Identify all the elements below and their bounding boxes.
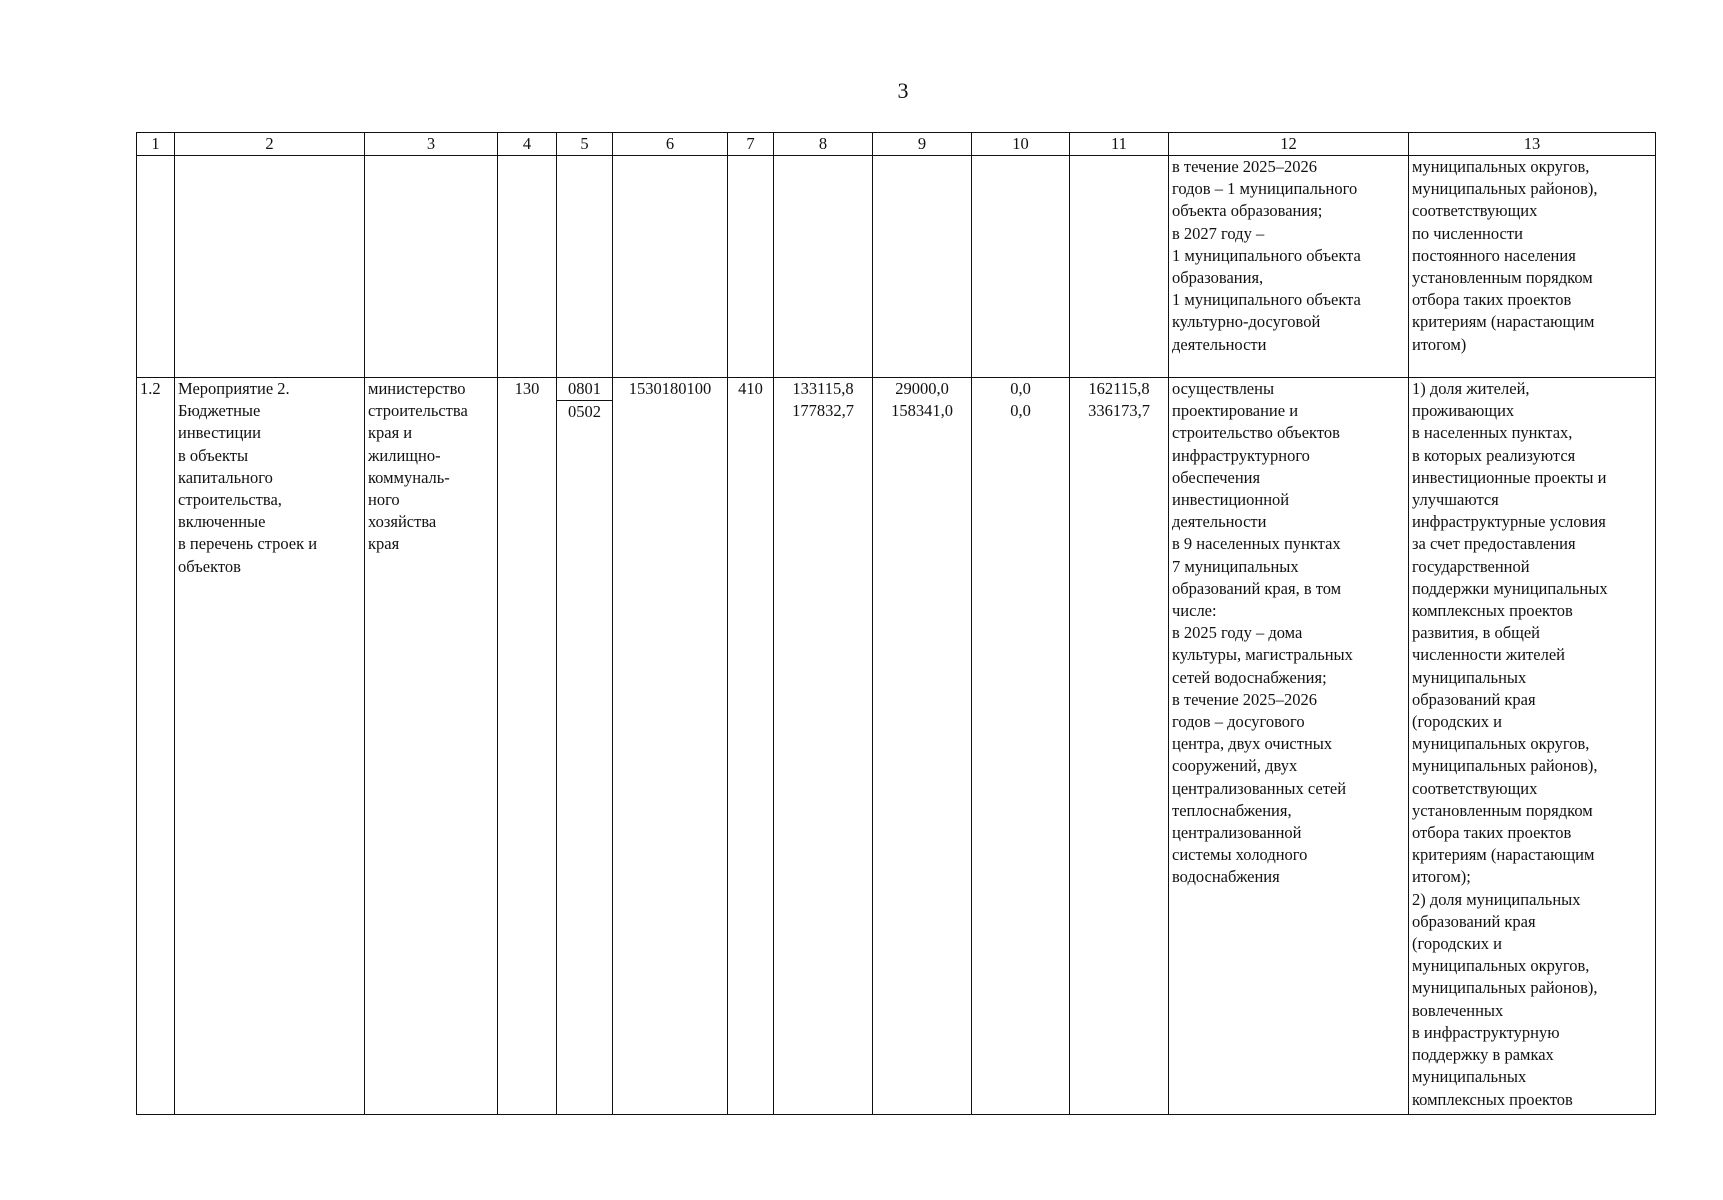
header-cell: 11 xyxy=(1070,133,1169,156)
empty-cell xyxy=(774,156,873,378)
header-cell: 13 xyxy=(1409,133,1656,156)
header-cell: 3 xyxy=(365,133,498,156)
target-article-cell: 1530180100 xyxy=(613,378,728,1115)
empty-cell xyxy=(972,156,1070,378)
header-cell: 5 xyxy=(557,133,613,156)
section-code-cell xyxy=(557,378,613,1115)
amount-col8-2: 177832,7 xyxy=(792,401,854,421)
header-cell: 6 xyxy=(613,133,728,156)
empty-cell xyxy=(365,156,498,378)
section-code-2: 0502 xyxy=(557,400,612,423)
page-number: 3 xyxy=(897,78,909,103)
empty-cell xyxy=(498,156,557,378)
amount-cell-col8 xyxy=(774,378,873,1115)
result-cell: осуществлены проектирование и строительство объектов инфраструктурного обеспечения инвестиционной деятельности в 9 населенных пунктах 7 муниципальных образований края, в том числе: в 2025 году – дома культуры, магистральных сетей водоснабжения; в течение 2025–2026 годов – досугового центра, двух очистных сооружений, двух централизованных сетей теплоснабжения, централизованной системы холодного водоснабжения xyxy=(1169,378,1409,1115)
executor-cell: министерство строительства края и жилищно- коммуналь- ного хозяйства края xyxy=(365,378,498,1115)
header-cell: 2 xyxy=(175,133,365,156)
program-table xyxy=(136,132,1656,1115)
section-code-1: 0801 xyxy=(568,379,601,398)
amount-col11-1: 162115,8 xyxy=(1088,379,1150,398)
empty-cell xyxy=(728,156,774,378)
amount-col9-1: 29000,0 xyxy=(895,379,949,398)
empty-cell xyxy=(1070,156,1169,378)
indicator-cell: муниципальных округов, муниципальных районов), соответствующих по численности постоянного населения установленным порядком отбора таких проектов критериям (нарастающим итогом) xyxy=(1409,156,1656,378)
header-row xyxy=(137,133,1656,156)
empty-cell xyxy=(613,156,728,378)
amount-col9-2: 158341,0 xyxy=(891,401,953,421)
table-row xyxy=(137,378,1656,1115)
empty-cell xyxy=(557,156,613,378)
row-number-cell: 1.2 xyxy=(137,378,175,1115)
header-cell: 9 xyxy=(873,133,972,156)
empty-cell xyxy=(137,156,175,378)
header-cell: 1 xyxy=(137,133,175,156)
activity-name-cell: Мероприятие 2. Бюджетные инвестиции в объекты капитального строительства, включенные в перечень строек и объектов xyxy=(175,378,365,1115)
amount-cell-col9 xyxy=(873,378,972,1115)
empty-cell xyxy=(873,156,972,378)
result-cell: в течение 2025–2026 годов – 1 муниципального объекта образования; в 2027 году – 1 муниципального объекта образования, 1 муниципального объекта культурно-досуговой деятельности xyxy=(1169,156,1409,378)
code-cell: 130 xyxy=(498,378,557,1115)
indicator-cell: 1) доля жителей, проживающих в населенных пунктах, в которых реализуются инвестиционные проекты и улучшаются инфраструктурные условия за счет предоставления государственной поддержки муниципальных комплексных проектов развития, в общей численности жителей муниципальных образований края (городских и муниципальных округов, муниципальных районов), соответствующих установленным порядком отбора таких проектов критериям (нарастающим итогом); 2) доля муниципальных образований края (городских и муниципальных округов, муниципальных районов), вовлеченных в инфраструктурную поддержку в рамках муниципальных комплексных проектов xyxy=(1409,378,1656,1115)
header-cell: 8 xyxy=(774,133,873,156)
amount-col10-1: 0,0 xyxy=(1010,379,1031,398)
header-cell: 10 xyxy=(972,133,1070,156)
header-cell: 4 xyxy=(498,133,557,156)
amount-cell-col10 xyxy=(972,378,1070,1115)
amount-col10-2: 0,0 xyxy=(1010,401,1031,421)
amount-col11-2: 336173,7 xyxy=(1088,401,1150,421)
amount-cell-col11 xyxy=(1070,378,1169,1115)
amount-col8-1: 133115,8 xyxy=(792,379,854,398)
header-cell: 12 xyxy=(1169,133,1409,156)
empty-cell xyxy=(175,156,365,378)
expense-type-cell: 410 xyxy=(728,378,774,1115)
table-row xyxy=(137,156,1656,378)
header-cell: 7 xyxy=(728,133,774,156)
